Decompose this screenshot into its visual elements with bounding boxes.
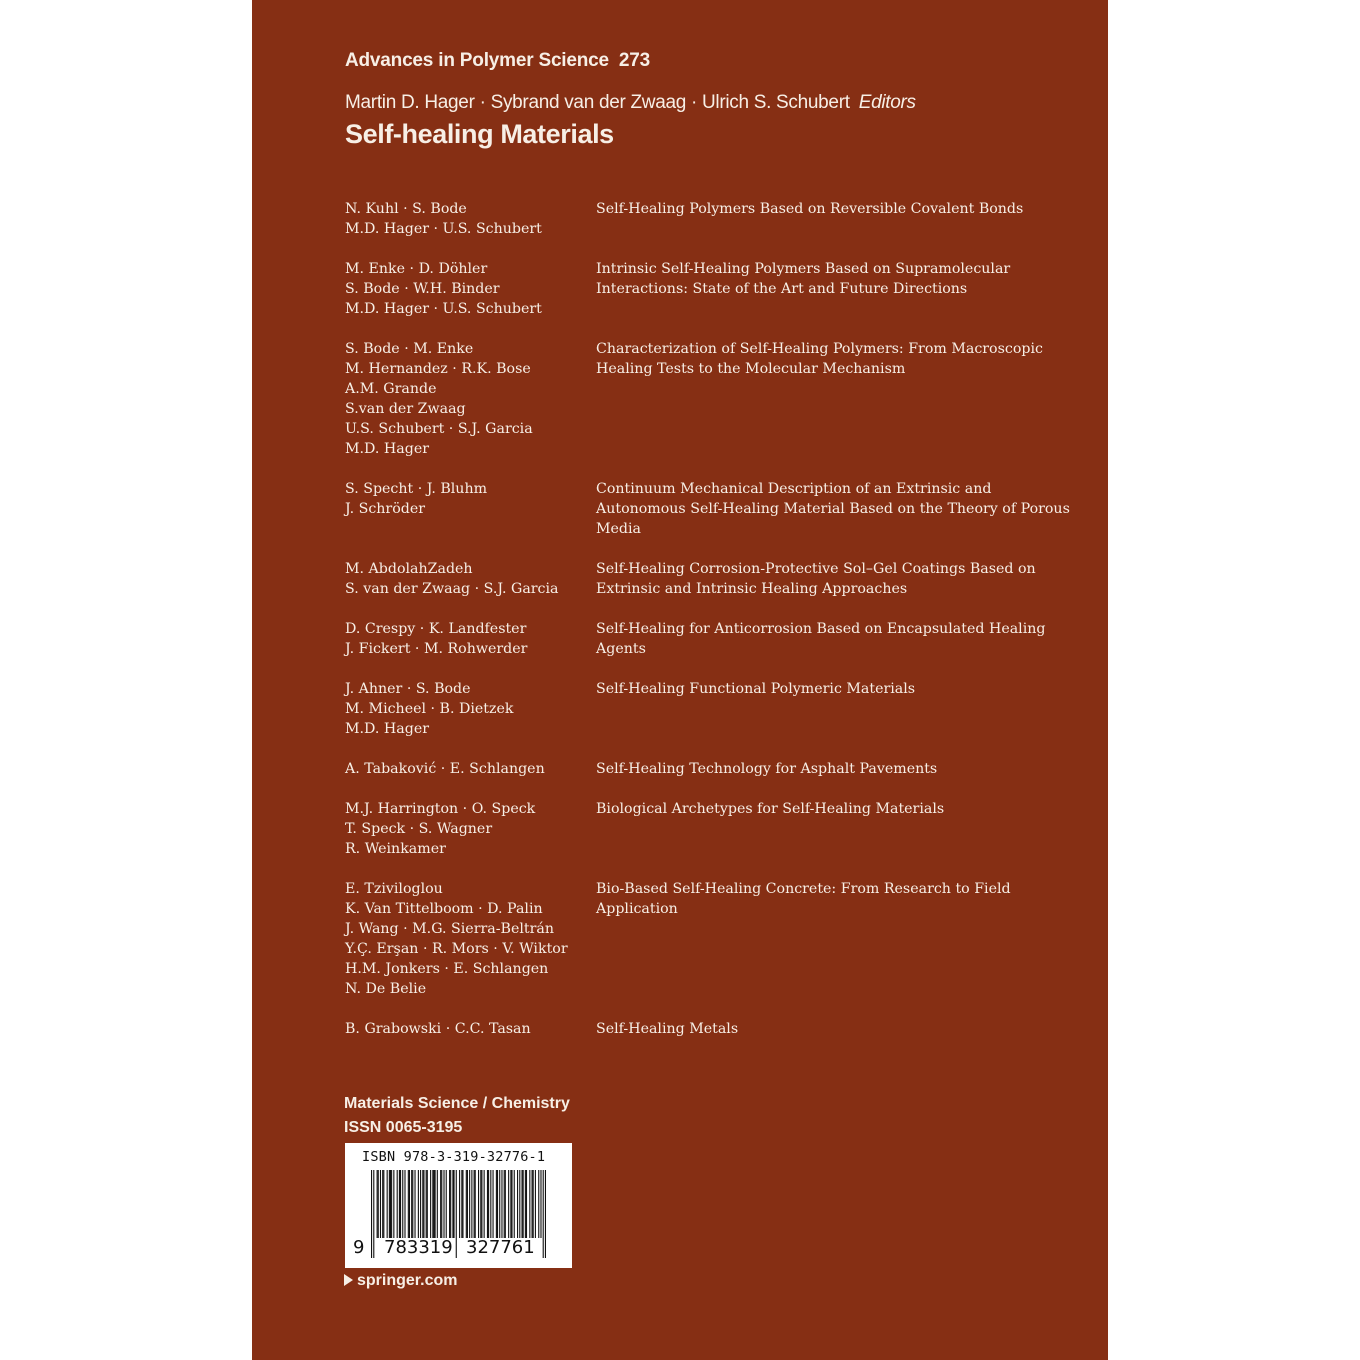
author-line: Y.Ç. Erşan · R. Mors · V. Wiktor [345,941,568,957]
barcode-bar [525,1170,526,1238]
ean-right-digits: 327761 [466,1237,535,1258]
author-line: M. AbdolahZadeh [345,561,473,577]
editors-line [345,92,916,114]
barcode-bar [480,1170,481,1238]
website-text: springer.com [357,1272,458,1289]
barcode-bar [383,1170,384,1238]
chapter-authors [345,259,596,319]
author-line: M.J. Harrington · O. Speck [345,801,536,817]
chapter-authors [345,759,596,779]
barcode-bar [387,1170,388,1238]
barcode-bar [453,1170,454,1238]
barcode-bar [529,1170,530,1238]
author-line: M.D. Hager · U.S. Schubert [345,221,542,237]
chapter-entry [345,799,1085,859]
barcode-bar [481,1170,482,1238]
barcode-bar [535,1170,536,1238]
chapter-entry [345,339,1085,459]
barcode-bar [508,1170,509,1238]
book-title: Self-healing Materials [345,119,614,149]
barcode-bar [499,1170,500,1238]
chapter-entry [345,879,1085,999]
barcode-bar [519,1170,520,1238]
barcode-bar [393,1170,394,1238]
author-line: S.van der Zwaag [345,401,466,417]
author-line: M.D. Hager [345,721,430,737]
barcode-bar [475,1170,476,1238]
author-line: S. Bode · W.H. Binder [345,281,500,297]
author-line: J. Wang · M.G. Sierra-Beltrán [345,921,554,937]
barcode-bar [446,1170,447,1238]
barcode-bar [441,1170,442,1238]
barcode-bar [414,1170,415,1238]
barcode-bar [533,1170,534,1238]
barcode-bar [430,1170,431,1238]
barcode-bar [450,1170,451,1238]
barcode-bar [501,1170,502,1238]
barcode-bar [484,1170,485,1238]
barcode-bar [440,1170,441,1238]
barcode-bar [459,1170,460,1238]
issn: ISSN 0065-3195 [344,1119,463,1136]
barcode-bar [427,1170,428,1238]
chapter-authors [345,879,596,999]
chapter-title: Self-Healing Technology for Asphalt Pavements [596,761,938,777]
author-line: S. Bode · M. Enke [345,341,474,357]
barcode-bar [422,1170,423,1238]
chapter-title: Self-Healing for Anticorrosion Based on Encapsulated Healing Agents [596,621,1046,657]
subject-block [344,1092,570,1140]
author-line: T. Speck · S. Wagner [345,821,493,837]
barcode-bar [538,1170,539,1238]
author-line: K. Van Tittelboom · D. Palin [345,901,543,917]
chapter-authors [345,339,596,459]
barcode-bar [478,1170,479,1238]
barcode-bar [543,1170,544,1258]
barcode-bar [487,1170,488,1238]
barcode-bar [452,1170,453,1238]
barcode-bar [488,1170,489,1238]
author-line: S. Specht · J. Bluhm [345,481,488,497]
author-line: M. Enke · D. Döhler [345,261,488,277]
barcode-bar [377,1170,378,1238]
chapter-authors [345,559,596,599]
barcode-bar [466,1170,467,1238]
barcode-bar [443,1170,444,1238]
author-line: M. Hernandez · R.K. Bose [345,361,531,377]
barcode-bar [517,1170,518,1238]
barcode-bar [371,1170,372,1258]
barcode-bar [378,1170,379,1238]
chapter-authors [345,1019,596,1039]
website-link[interactable] [344,1272,457,1290]
barcode-bar [423,1170,424,1238]
chapter-authors [345,199,596,239]
chapter-entry [345,479,1085,539]
chapter-title: Bio-Based Self-Healing Concrete: From Research to Field Application [596,881,1011,917]
chapter-title: Intrinsic Self-Healing Polymers Based on Supramolecular Interactions: State of the Art and Future Directions [596,261,1011,297]
barcode-bar [490,1170,491,1238]
series-name: Advances in Polymer Science [345,50,609,71]
ean-first-digit: 9 [353,1237,365,1258]
chapter-authors [345,799,596,859]
barcode-bar [380,1170,381,1238]
barcode-bar [521,1170,522,1238]
barcode-bar [389,1170,390,1238]
author-line: M.D. Hager · U.S. Schubert [345,301,542,317]
barcode-bar [399,1170,400,1238]
author-line: A. Tabaković · E. Schlangen [345,761,545,777]
isbn-text: ISBN 978-3-319-32776-1 [362,1149,546,1165]
chapter-entry [345,559,1085,599]
barcode-bar [497,1170,498,1238]
barcode-bar [432,1170,433,1238]
chapter-title: Self-Healing Functional Polymeric Materials [596,681,916,697]
author-line: J. Schröder [345,501,425,517]
author-line: J. Ahner · S. Bode [345,681,471,697]
barcode-bar [391,1170,392,1238]
barcode-bar [420,1170,421,1238]
author-line: N. De Belie [345,981,427,997]
barcode-bar [433,1170,434,1238]
barcode-bar [411,1170,412,1238]
author-line: R. Weinkamer [345,841,446,857]
barcode-bar [462,1170,463,1238]
table-of-contents [345,199,1085,1059]
chapter-entry [345,619,1085,659]
barcode-bar [526,1170,527,1238]
chapter-entry [345,199,1085,239]
chapter-entry [345,679,1085,739]
author-line: N. Kuhl · S. Bode [345,201,467,217]
barcode-bar [418,1170,419,1238]
barcode-bar [510,1170,511,1238]
barcode-bar [456,1170,457,1258]
barcode-bar [461,1170,462,1238]
barcode-bar [435,1170,436,1238]
author-line: A.M. Grande [345,381,437,397]
barcode-bar [505,1170,506,1238]
barcode-bar [540,1170,541,1238]
chapter-title: Self-Healing Polymers Based on Reversible Covalent Bonds [596,201,1024,217]
barcode-bar [523,1170,524,1238]
barcode-bar [471,1170,472,1238]
barcode-bar [400,1170,401,1238]
barcode-bar [408,1170,409,1238]
author-line: S. van der Zwaag · S.J. Garcia [345,581,559,597]
editors-role: Editors [858,92,916,113]
ean-left-digits: 783319 [384,1237,453,1258]
barcode-bar [514,1170,515,1238]
editor-names: Martin D. Hager · Sybrand van der Zwaag · Ulrich S. Schubert [345,92,850,113]
series-line [345,50,650,72]
barcode-bar [426,1170,427,1238]
back-cover [252,0,1108,1360]
subject-category: Materials Science / Chemistry [344,1095,570,1112]
barcode-bar [467,1170,468,1238]
barcode-bar [493,1170,494,1238]
barcode-bar [402,1170,403,1238]
barcode-bar [474,1170,475,1238]
barcode-bar [545,1170,546,1258]
author-line: E. Tziviloglou [345,881,443,897]
chapter-title: Self-Healing Metals [596,1021,739,1037]
barcode-bar [532,1170,533,1238]
barcode-bar [511,1170,512,1238]
barcode-bar [373,1170,374,1258]
chapter-entry [345,259,1085,319]
barcode [345,1143,572,1268]
barcode-bar [412,1170,413,1238]
barcode-bar [404,1170,405,1238]
barcode-bar [504,1170,505,1238]
chapter-entry [345,1019,1085,1039]
chapter-authors [345,619,596,659]
chapter-title: Biological Archetypes for Self-Healing Materials [596,801,945,817]
chapter-title: Self-Healing Corrosion-Protective Sol–Gel Coatings Based on Extrinsic and Intrinsic Healing Approaches [596,561,1036,597]
author-line: H.M. Jonkers · E. Schlangen [345,961,549,977]
barcode-bar [409,1170,410,1238]
chapter-title: Continuum Mechanical Description of an Extrinsic and Autonomous Self-Healing Material Based on the Theory of Porous Media [596,481,1070,537]
barcode-bar [449,1170,450,1238]
barcode-bar [382,1170,383,1238]
chapter-authors [345,679,596,739]
author-line: M.D. Hager [345,441,430,457]
barcode-bar [437,1170,438,1238]
chapter-entry [345,759,1085,779]
author-line: U.S. Schubert · S.J. Garcia [345,421,533,437]
author-line: M. Micheel · B. Dietzek [345,701,514,717]
author-line: J. Fickert · M. Rohwerder [345,641,528,657]
barcode-bar [469,1170,470,1238]
author-line: B. Grabowski · C.C. Tasan [345,1021,531,1037]
author-line: D. Crespy · K. Landfester [345,621,527,637]
barcode-bar [496,1170,497,1238]
barcode-bar [397,1170,398,1238]
arrow-right-icon [344,1274,353,1286]
chapter-title: Characterization of Self-Healing Polymers: From Macroscopic Healing Tests to the Molecular Mechanism [596,341,1043,377]
chapter-authors [345,479,596,539]
series-number: 273 [618,50,651,71]
barcode-bar [390,1170,391,1238]
